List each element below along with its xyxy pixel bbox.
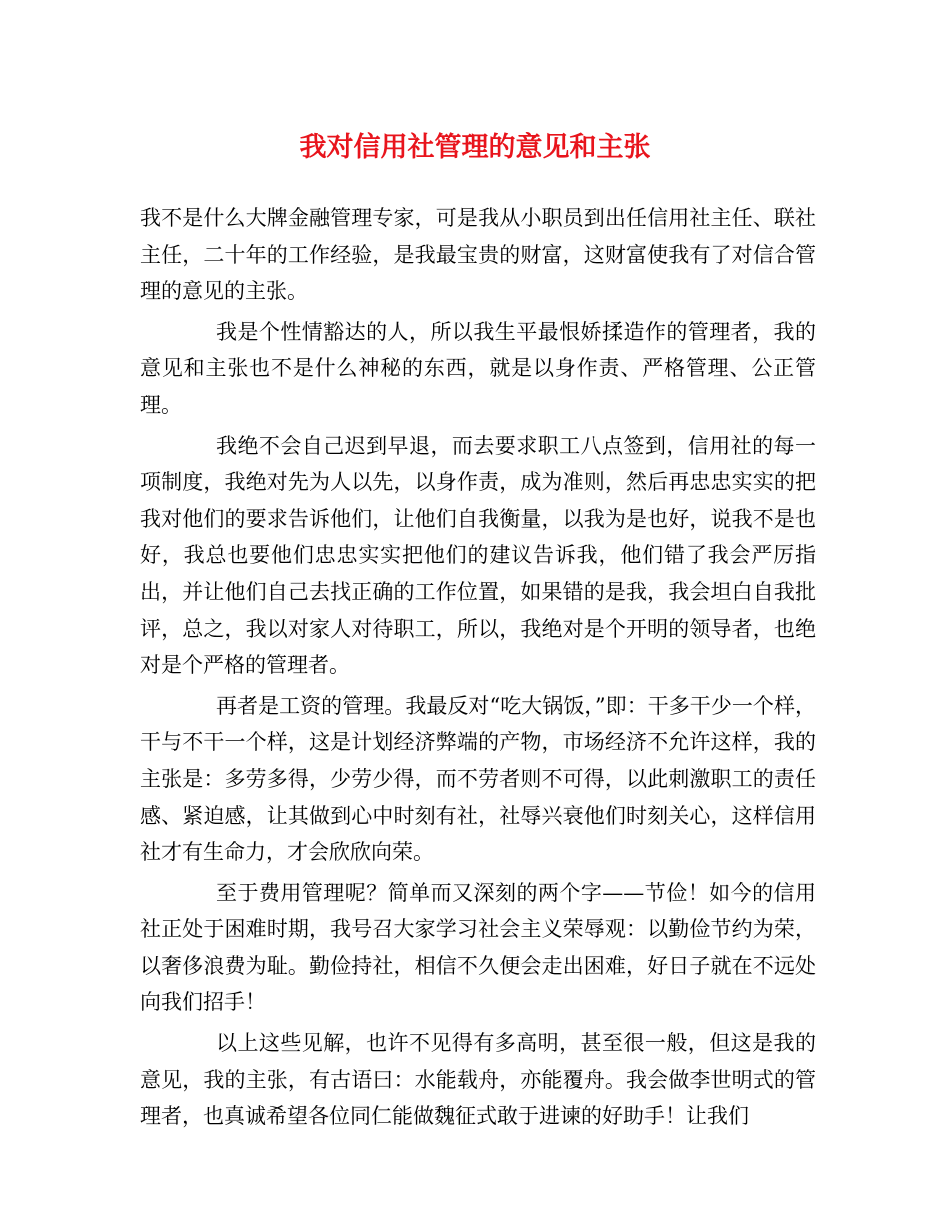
paragraph-intro: 我不是什么大牌金融管理专家，可是我从小职员到出任信用社主任、联社主任，二十年的工作经验，是我最宝贵的财富，这财富使我有了对信合管理的意见的主张。 xyxy=(140,206,816,304)
document-title: 我对信用社管理的意见和主张 xyxy=(299,132,651,163)
document-body xyxy=(140,200,816,1139)
paragraph-lead-by-example: 我绝不会自己迟到早退，而去要求职工八点签到，信用社的每一项制度，我绝对先为人以先，以身作责，成为准则，然后再忠忠实实的把我对他们的要求告诉他们，让他们自我衡量，以我为是也好，说我不是也好，我总也要他们忠忠实实把他们的建议告诉我，他们错了我会严厉指出，并让他们自己去找正确的工作位置，如果错的是我，我会坦白自我批评，总之，我以对家人对待职工，所以，我绝对是个开明的领导者，也绝对是个严格的管理者。 xyxy=(140,433,816,678)
paragraph-management-style: 我是个性情豁达的人，所以我生平最恨娇揉造作的管理者，我的意见和主张也不是什么神秘的东西，就是以身作责、严格管理、公正管理。 xyxy=(140,319,816,417)
paragraph-conclusion: 以上这些见解，也许不见得有多高明，甚至很一般，但这是我的意见，我的主张，有古语曰：水能载舟，亦能覆舟。我会做李世明式的管理者，也真诚希望各位同仁能做魏征式敢于进谏的好助手！让我们 xyxy=(140,1031,816,1129)
paragraph-expense-management: 至于费用管理呢？简单而又深刻的两个字——节俭！如今的信用社正处于困难时期，我号召大家学习社会主义荣辱观：以勤俭节约为荣，以奢侈浪费为耻。勤俭持社，相信不久便会走出困难，好日子就在不远处向我们招手！ xyxy=(140,880,816,1015)
paragraph-salary-management: 再者是工资的管理。我最反对“吃大锅饭，”即：干多干少一个样，干与不干一个样，这是计划经济弊端的产物，市场经济不允许这样，我的主张是：多劳多得，少劳少得，而不劳者则不可得，以此刺激职工的责任感、紧迫感，让其做到心中时刻有社，社辱兴衰他们时刻关心，这样信用社才有生命力，才会欣欣向荣。 xyxy=(140,693,816,865)
